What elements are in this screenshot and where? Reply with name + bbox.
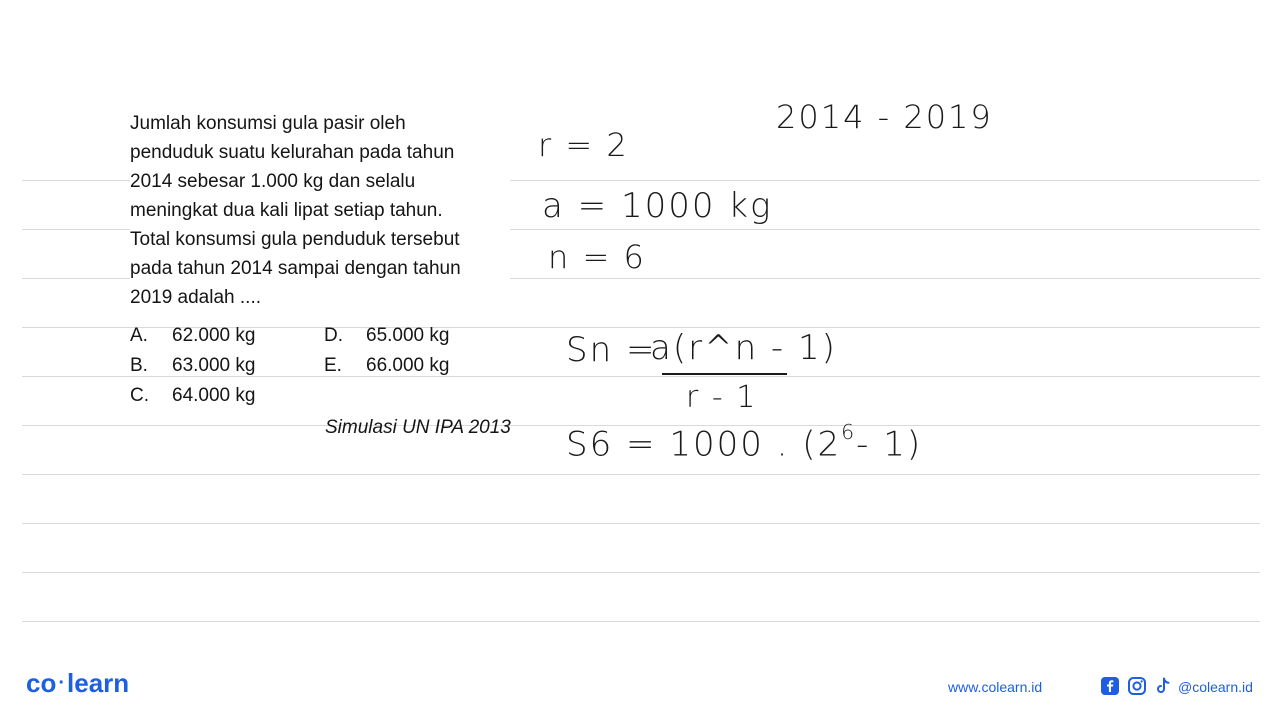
ruled-line xyxy=(22,474,1260,475)
s6-exponent: 6 xyxy=(841,420,857,444)
option-e xyxy=(324,351,449,381)
ruled-line xyxy=(22,523,1260,524)
option-text: 65.000 kg xyxy=(366,325,450,346)
logo-co: co xyxy=(26,668,57,698)
handwritten-s6 xyxy=(566,420,923,465)
option-text: 66.000 kg xyxy=(366,355,450,376)
question-line: penduduk suatu kelurahan pada tahun xyxy=(130,142,455,163)
option-letter: E. xyxy=(324,355,342,376)
colearn-logo[interactable] xyxy=(26,668,129,699)
handwritten-sn-numerator: a(r^n - 1) xyxy=(650,328,837,368)
option-letter: D. xyxy=(324,325,343,346)
option-text: 62.000 kg xyxy=(172,325,256,346)
handwritten-sn-denominator: r - 1 xyxy=(686,380,758,415)
s6-base: S6 = 1000 . (2 xyxy=(566,424,842,465)
option-b xyxy=(130,351,255,381)
option-a xyxy=(130,321,255,351)
ruled-line xyxy=(22,572,1260,573)
question-text xyxy=(130,109,510,312)
option-letter: C. xyxy=(130,385,149,406)
s6-rest: - 1) xyxy=(856,424,923,465)
question-line: 2014 sebesar 1.000 kg dan selalu xyxy=(130,171,416,192)
handwritten-r: r = 2 xyxy=(538,126,629,164)
option-letter: B. xyxy=(130,355,148,376)
logo-learn: learn xyxy=(67,668,130,698)
logo-dot: · xyxy=(58,672,66,694)
question-line: pada tahun 2014 sampai dengan tahun xyxy=(130,258,461,279)
handwritten-a: a = 1000 kg xyxy=(542,186,773,226)
option-text: 63.000 kg xyxy=(172,355,256,376)
handwritten-years: 2014 - 2019 xyxy=(776,98,993,136)
question-line: Total konsumsi gula penduduk tersebut xyxy=(130,229,460,250)
question-source: Simulasi UN IPA 2013 xyxy=(325,417,511,438)
ruled-line xyxy=(22,621,1260,622)
tiktok-icon[interactable] xyxy=(1153,676,1173,696)
option-c xyxy=(130,381,255,411)
social-handle[interactable]: @colearn.id xyxy=(1178,679,1253,695)
website-link[interactable]: www.colearn.id xyxy=(948,679,1043,695)
option-d xyxy=(324,321,449,351)
option-letter: A. xyxy=(130,325,148,346)
question-line: meningkat dua kali lipat setiap tahun. xyxy=(130,200,443,221)
instagram-icon[interactable] xyxy=(1127,676,1147,696)
handwritten-n: n = 6 xyxy=(548,238,646,276)
facebook-icon[interactable] xyxy=(1100,676,1120,696)
handwritten-sn-lhs: Sn = xyxy=(566,330,657,370)
question-line: Jumlah konsumsi gula pasir oleh xyxy=(130,113,406,134)
fraction-bar xyxy=(662,373,787,375)
option-text: 64.000 kg xyxy=(172,385,256,406)
question-line: 2019 adalah .... xyxy=(130,287,261,308)
